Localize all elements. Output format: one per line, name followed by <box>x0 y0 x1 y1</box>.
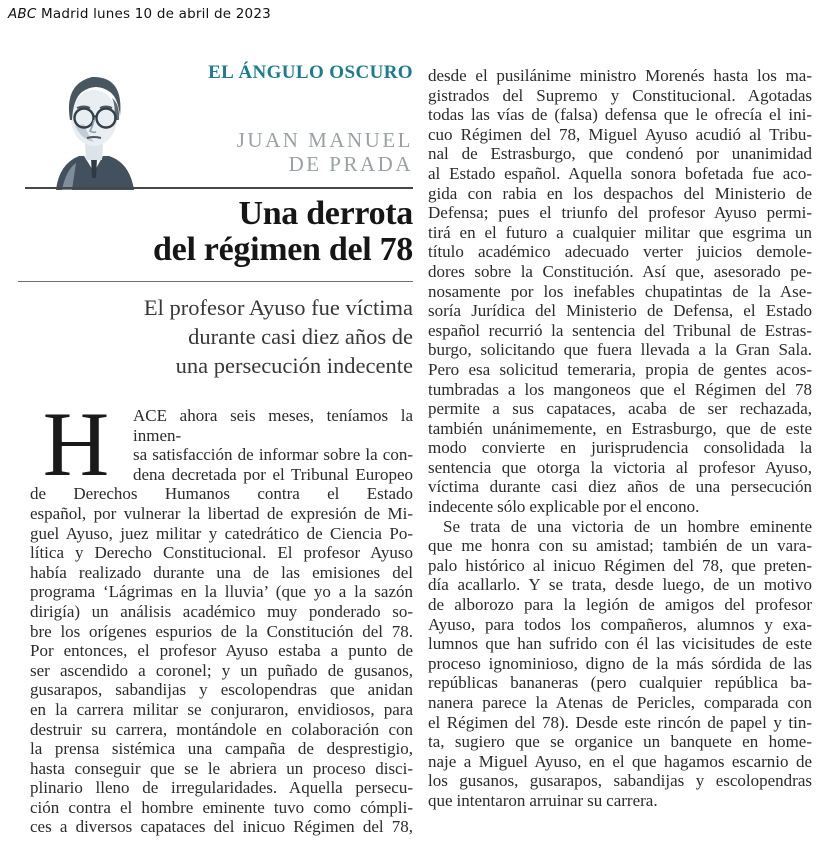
portrait-tie <box>91 158 97 178</box>
body-line: que me honra con su amistad; también de un vara- <box>428 536 812 556</box>
portrait-neck <box>85 144 103 160</box>
body-line: día acallarlo. Y se trata, desde luego, de un motivo <box>428 575 812 595</box>
divider-thin <box>18 281 413 282</box>
body-line: Se trata de una victoria de un hombre eminente <box>443 516 812 536</box>
drop-cap: H <box>42 393 110 495</box>
body-line: español, por vulnerar la libertad de expresión de Mi- <box>30 503 413 523</box>
article-body-left <box>30 393 413 837</box>
body-line: ta, sugiero que se organice un banquete en home- <box>428 732 812 752</box>
body-line: Por entonces, el profesor Ayuso estaba a punto de <box>30 641 413 661</box>
body-line: los gusanos, gusarapos, sabandijas y escolopendras <box>428 771 812 791</box>
body-line: Pero esa solicitud temeraria, propia de gentes acos- <box>428 359 812 379</box>
body-line: cuo Régimen del 78, Miguel Ayuso acudió al Tribu- <box>428 124 812 144</box>
body-line: burgo, solicitando que fuera llevada a la Gran Sala. <box>428 340 812 360</box>
body-line: lítica y Derecho Constitucional. El profesor Ayuso <box>30 543 413 563</box>
body-line: Ayuso, para todos los compañeros, alumnos y exa- <box>428 614 812 634</box>
article-headline <box>30 196 413 268</box>
body-line: indecente sólo explicable por el encono. <box>428 497 700 517</box>
body-line: Defensa; pues el triunfo del profesor Ayuso permi- <box>428 203 812 223</box>
body-line: todas las vías de (falsa) defensa que le ofrecía el ini- <box>428 105 812 125</box>
body-line: desde el pusilánime ministro Morenés hasta los ma- <box>428 66 812 85</box>
body-line: nanera parece la Atenas de Pericles, comparada con <box>428 693 812 712</box>
body-line: permite a sus capataces, acaba de ser rechazada, <box>428 399 812 419</box>
body-line: dores sobre la Constitución. Así que, asesorado pe- <box>428 261 812 281</box>
body-line: sa satisfacción de informar sobre la con- <box>133 445 413 465</box>
section-kicker: EL ÁNGULO OSCURO <box>208 62 413 83</box>
standfirst-line1: El profesor Ayuso fue víctima <box>143 295 413 320</box>
body-line: lumnos que han sufrido con él las vicisitudes de este <box>428 634 812 654</box>
body-line: la prensa sistémica una campaña de desprestigio, <box>30 739 413 759</box>
masthead <box>8 6 271 22</box>
body-line: hasta conseguir que se le abriera un proceso disci- <box>30 758 413 778</box>
standfirst-line3: una persecución indecente <box>175 353 413 378</box>
portrait-mouth <box>87 137 101 138</box>
author-portrait <box>42 68 146 190</box>
body-line: tirá en el futuro a cualquier militar que esgrima un <box>428 222 812 242</box>
body-line: ces a diversos capataces del inicuo Régimen del 78, <box>30 817 413 837</box>
body-line: plinario lleno de irregularidades. Aquella persecu- <box>30 778 413 798</box>
author-name-line2: DE PRADA <box>288 152 413 176</box>
body-line: naje a Miguel Ayuso, en el que hagamos escarnio de <box>428 751 812 771</box>
body-line: gistrados del Supremo y Constitucional. Agotadas <box>428 85 812 105</box>
body-line: el Régimen del 78). Desde este rincón de papel y tin- <box>428 712 812 732</box>
body-line: víctima durante casi diez años de una persecución <box>428 477 812 497</box>
author-byline <box>237 128 413 176</box>
body-line: modo convierte en jurisprudencia consolidada la <box>428 438 812 458</box>
body-line: sentencia que otorga la victoria al profesor Ayuso, <box>428 457 812 477</box>
masthead-brand: ABC <box>8 6 37 22</box>
portrait-glasses-bridge <box>94 116 97 117</box>
body-line: de alborozo para la legión de amigos del profesor <box>428 595 812 615</box>
body-line: que intentaron arruinar su carrera. <box>428 790 658 810</box>
body-line: nosamente por los inefables chupatintas de la Ase- <box>428 281 812 301</box>
body-line: ción contra el hombre eminente tuvo como cómpli- <box>30 797 413 817</box>
body-line: bre los orígenes espurios de la Constitución del 78. <box>30 621 413 641</box>
body-line: dirigía) un análisis académico muy ponderado so- <box>30 601 413 621</box>
body-line: soría Jurídica del Ministerio de Defensa, el Estado <box>428 301 812 321</box>
body-line: dena decretada por el Tribunal Europeo <box>133 464 413 484</box>
headline-line2: del régimen del 78 <box>153 231 413 268</box>
body-line: al Estado español. Aquella sonora bofetada fue aco- <box>428 163 812 183</box>
masthead-dateline: Madrid lunes 10 de abril de 2023 <box>36 6 271 22</box>
body-line: palo histórico al inicuo Régimen del 78, que preten- <box>428 555 812 575</box>
body-line: había realizado durante una de las emisiones del <box>30 562 413 582</box>
standfirst-line2: durante casi diez años de <box>188 324 413 349</box>
author-name-line1: JUAN MANUEL <box>236 128 413 152</box>
body-line: gida con rabia en los despachos del Ministerio de <box>428 183 812 203</box>
body-line: guel Ayuso, juez militar y catedrático de Ciencia Po- <box>30 523 413 543</box>
article-body-right <box>428 66 812 811</box>
divider-thick <box>25 187 413 189</box>
body-line: español recurrió la sentencia del Tribunal de Estras- <box>428 320 812 340</box>
body-line: proceso ignominioso, digno de la más sórdida de las <box>428 653 812 673</box>
body-line: gusarapos, sabandijas y escolopendras que anidan <box>30 680 413 700</box>
body-line: programa ‘Lágrimas en la lluvia’ (que yo a la sazón <box>30 582 413 602</box>
body-line: tumbradas a los mangoneos que el Régimen del 78 <box>428 379 812 399</box>
body-line: en la carrera militar se conjuraron, envidiosos, para <box>30 699 413 719</box>
standfirst <box>30 293 413 380</box>
body-line: título académico adecuado verter juicios demole- <box>428 242 812 262</box>
body-line: repúblicas bananeras (pero cualquier república ba- <box>428 673 812 693</box>
body-line: nal de Estrasburgo, que condenó por unanimidad <box>428 144 812 164</box>
body-line: destruir su carrera, montándole en colaboración con <box>30 719 413 739</box>
headline-line1: Una derrota <box>238 195 413 232</box>
body-line: ACE ahora seis meses, teníamos la inmen- <box>133 406 413 445</box>
body-line: de Derechos Humanos contra el Estado <box>30 484 413 504</box>
body-line: ser ascendido a coronel; y un puñado de gusanos, <box>30 660 413 680</box>
body-line: también unánimemente, en Estrasburgo, que de este <box>428 418 812 438</box>
